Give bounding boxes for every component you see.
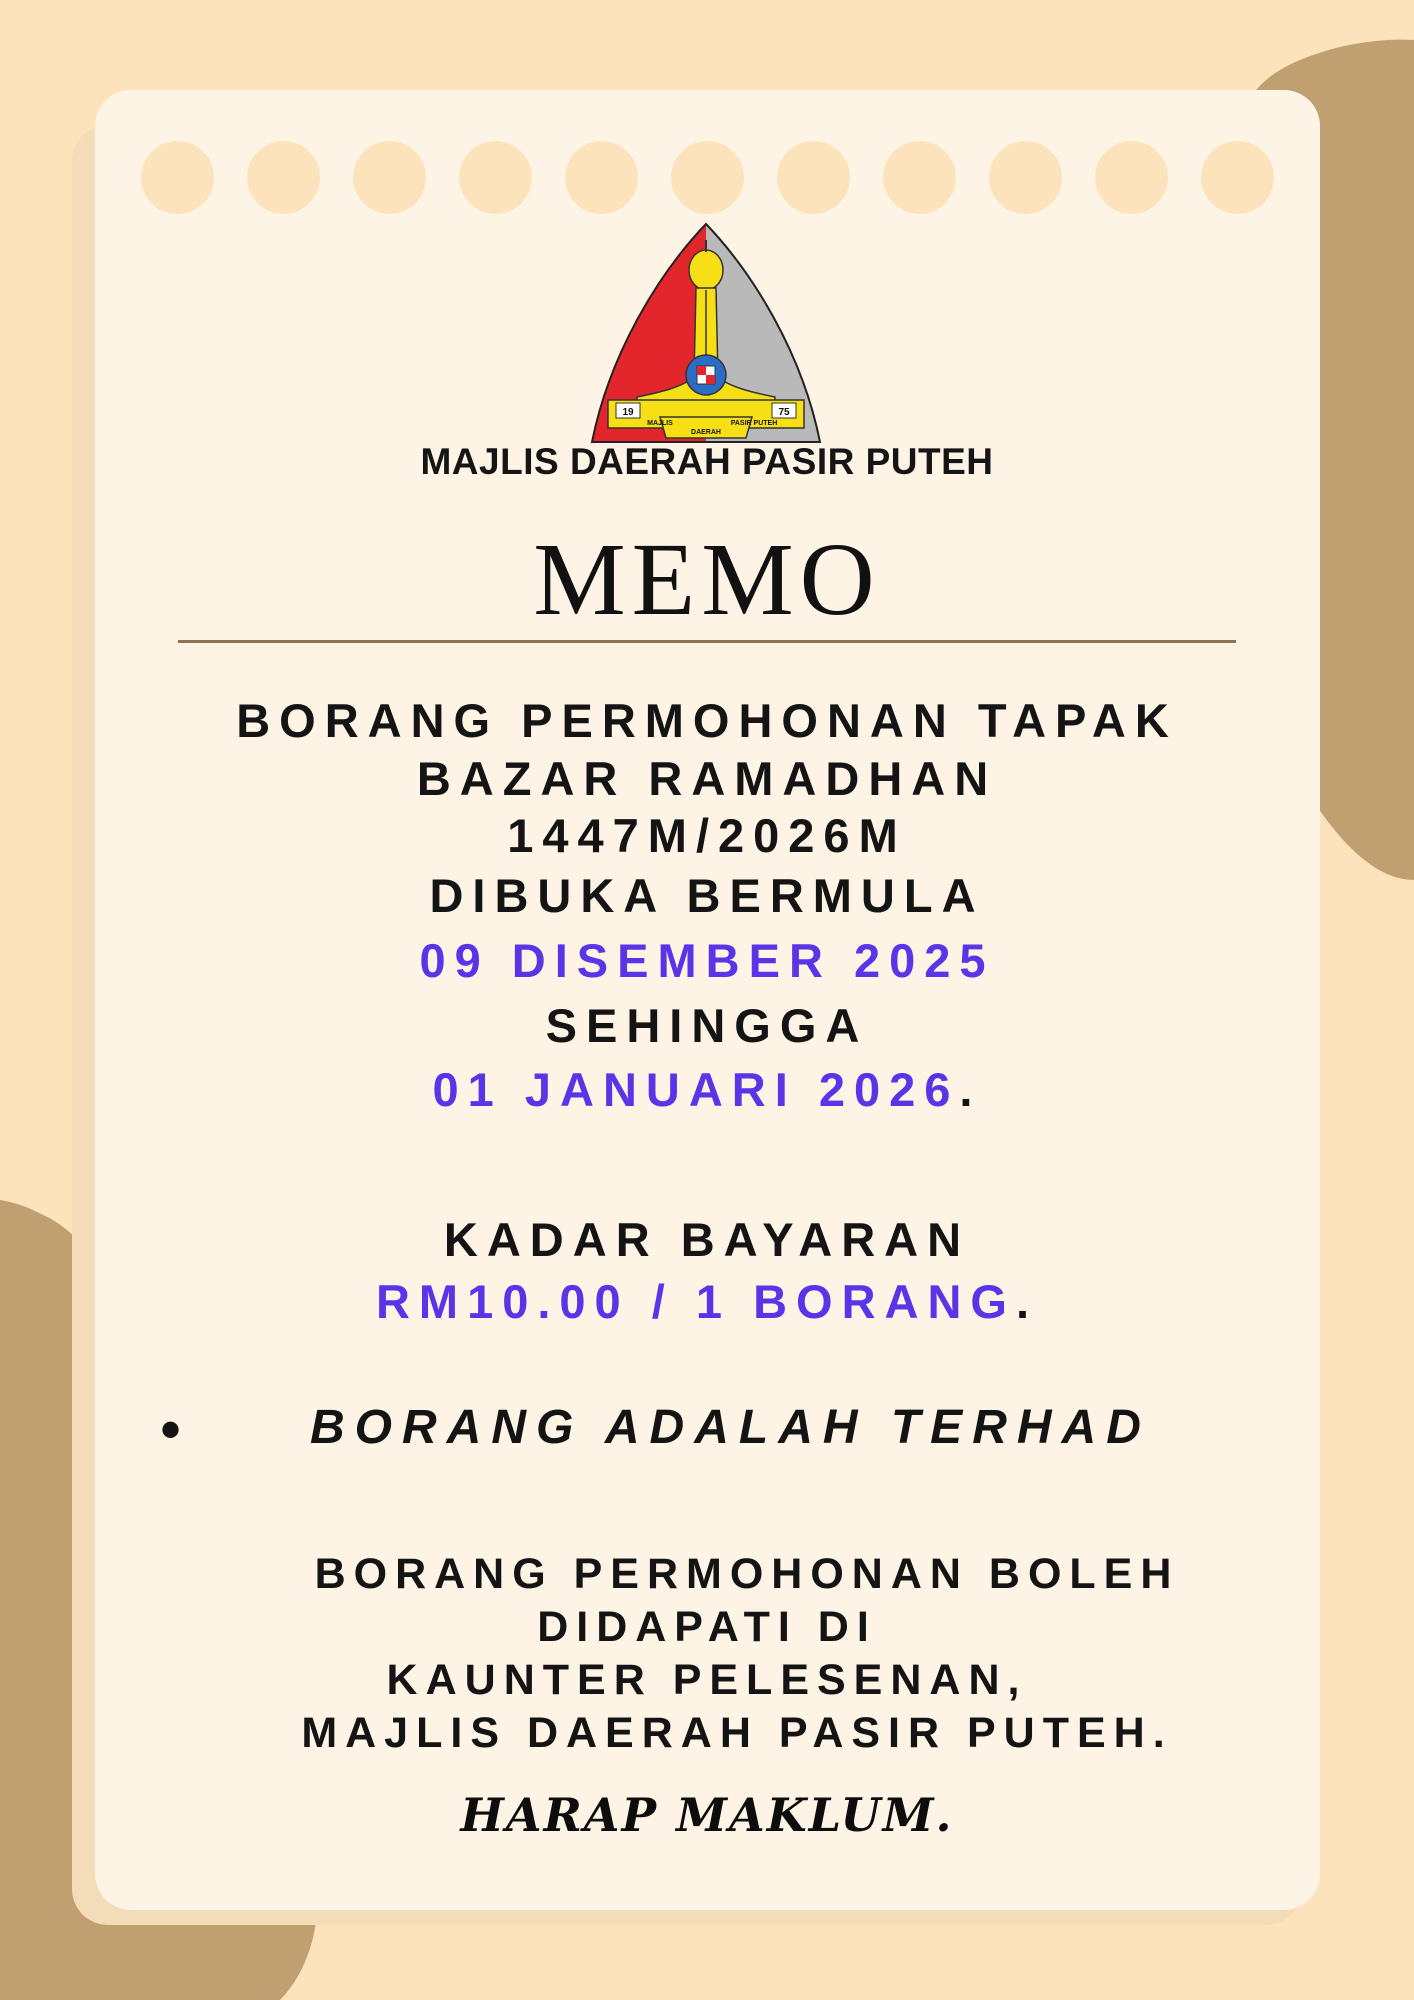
binder-hole <box>141 141 214 214</box>
logo-year-right: 75 <box>778 407 790 418</box>
binder-hole <box>777 141 850 214</box>
body-line: BORANG PERMOHONAN TAPAK <box>236 694 1178 747</box>
availability-line: MAJLIS DAERAH PASIR PUTEH. <box>301 1709 1173 1757</box>
divider <box>178 640 1236 643</box>
rate-line <box>0 1272 1414 1332</box>
body-line: SEHINGGA <box>545 999 869 1052</box>
limited-notice: BORANG ADALAH TERHAD <box>310 1401 1151 1454</box>
binder-hole <box>671 141 744 214</box>
binder-hole <box>883 141 956 214</box>
rate-label: KADAR BAYARAN <box>443 1213 971 1266</box>
body-line: BAZAR RAMADHAN <box>416 752 998 805</box>
binder-hole <box>1201 141 1274 214</box>
end-date-period: . <box>959 1063 982 1116</box>
logo-banner-middle: DAERAH <box>691 429 721 436</box>
binder-hole <box>459 141 532 214</box>
logo-banner-left: MAJLIS <box>647 420 673 427</box>
end-date-line <box>0 1060 1414 1120</box>
bullet-point: • <box>160 1396 182 1463</box>
rate-value: RM10.00 / 1 BORANG <box>375 1275 1016 1328</box>
availability-line: DIDAPATI DI <box>537 1603 877 1651</box>
end-date: 01 JANUARI 2026 <box>432 1063 960 1116</box>
body-line: 1447M/2026M <box>507 809 907 862</box>
organization-name: MAJLIS DAERAH PASIR PUTEH <box>420 441 994 482</box>
body-line: DIBUKA BERMULA <box>429 869 985 922</box>
binder-hole <box>989 141 1062 214</box>
memo-title: MEMO <box>533 522 881 637</box>
availability-line: BORANG PERMOHONAN BOLEH <box>314 1550 1180 1598</box>
binder-hole <box>247 141 320 214</box>
logo-year-left: 19 <box>622 407 634 418</box>
start-date: 09 DISEMBER 2025 <box>419 934 995 987</box>
availability-line: KAUNTER PELESENAN, <box>386 1656 1028 1704</box>
council-logo <box>590 222 822 446</box>
binder-hole <box>565 141 638 214</box>
rate-period: . <box>1015 1275 1039 1328</box>
binder-hole <box>353 141 426 214</box>
logo-banner-right: PASIR PUTEH <box>730 420 778 427</box>
binder-hole <box>1095 141 1168 214</box>
closing-text: HARAP MAKLUM. <box>460 1788 954 1842</box>
